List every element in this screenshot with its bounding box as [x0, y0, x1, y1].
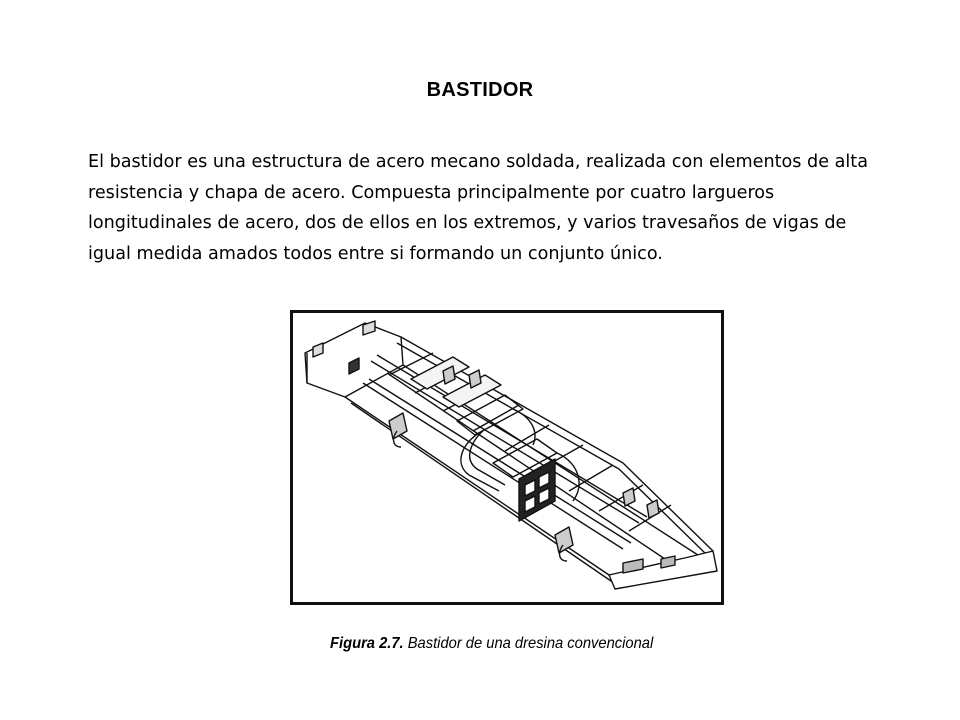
slide-title: BASTIDOR [426, 79, 534, 101]
body-paragraph: El bastidor es una estructura de acero mecano soldada, realizada con elementos de alta resistencia y chapa de acero. Compuesta principalmente por cuatro largueros longitudinales de acero, dos de ellos en los extremos, y varios travesaños de vigas de igual medida amados todos entre si formando un conjunto único. [88, 152, 868, 264]
frame-illustration [293, 313, 721, 602]
figure-frame [290, 310, 724, 605]
figure-caption [330, 634, 716, 654]
figure-caption-text: Bastidor de una dresina convencional [403, 635, 654, 652]
figure-caption-label: Figura 2.7. [330, 635, 404, 652]
